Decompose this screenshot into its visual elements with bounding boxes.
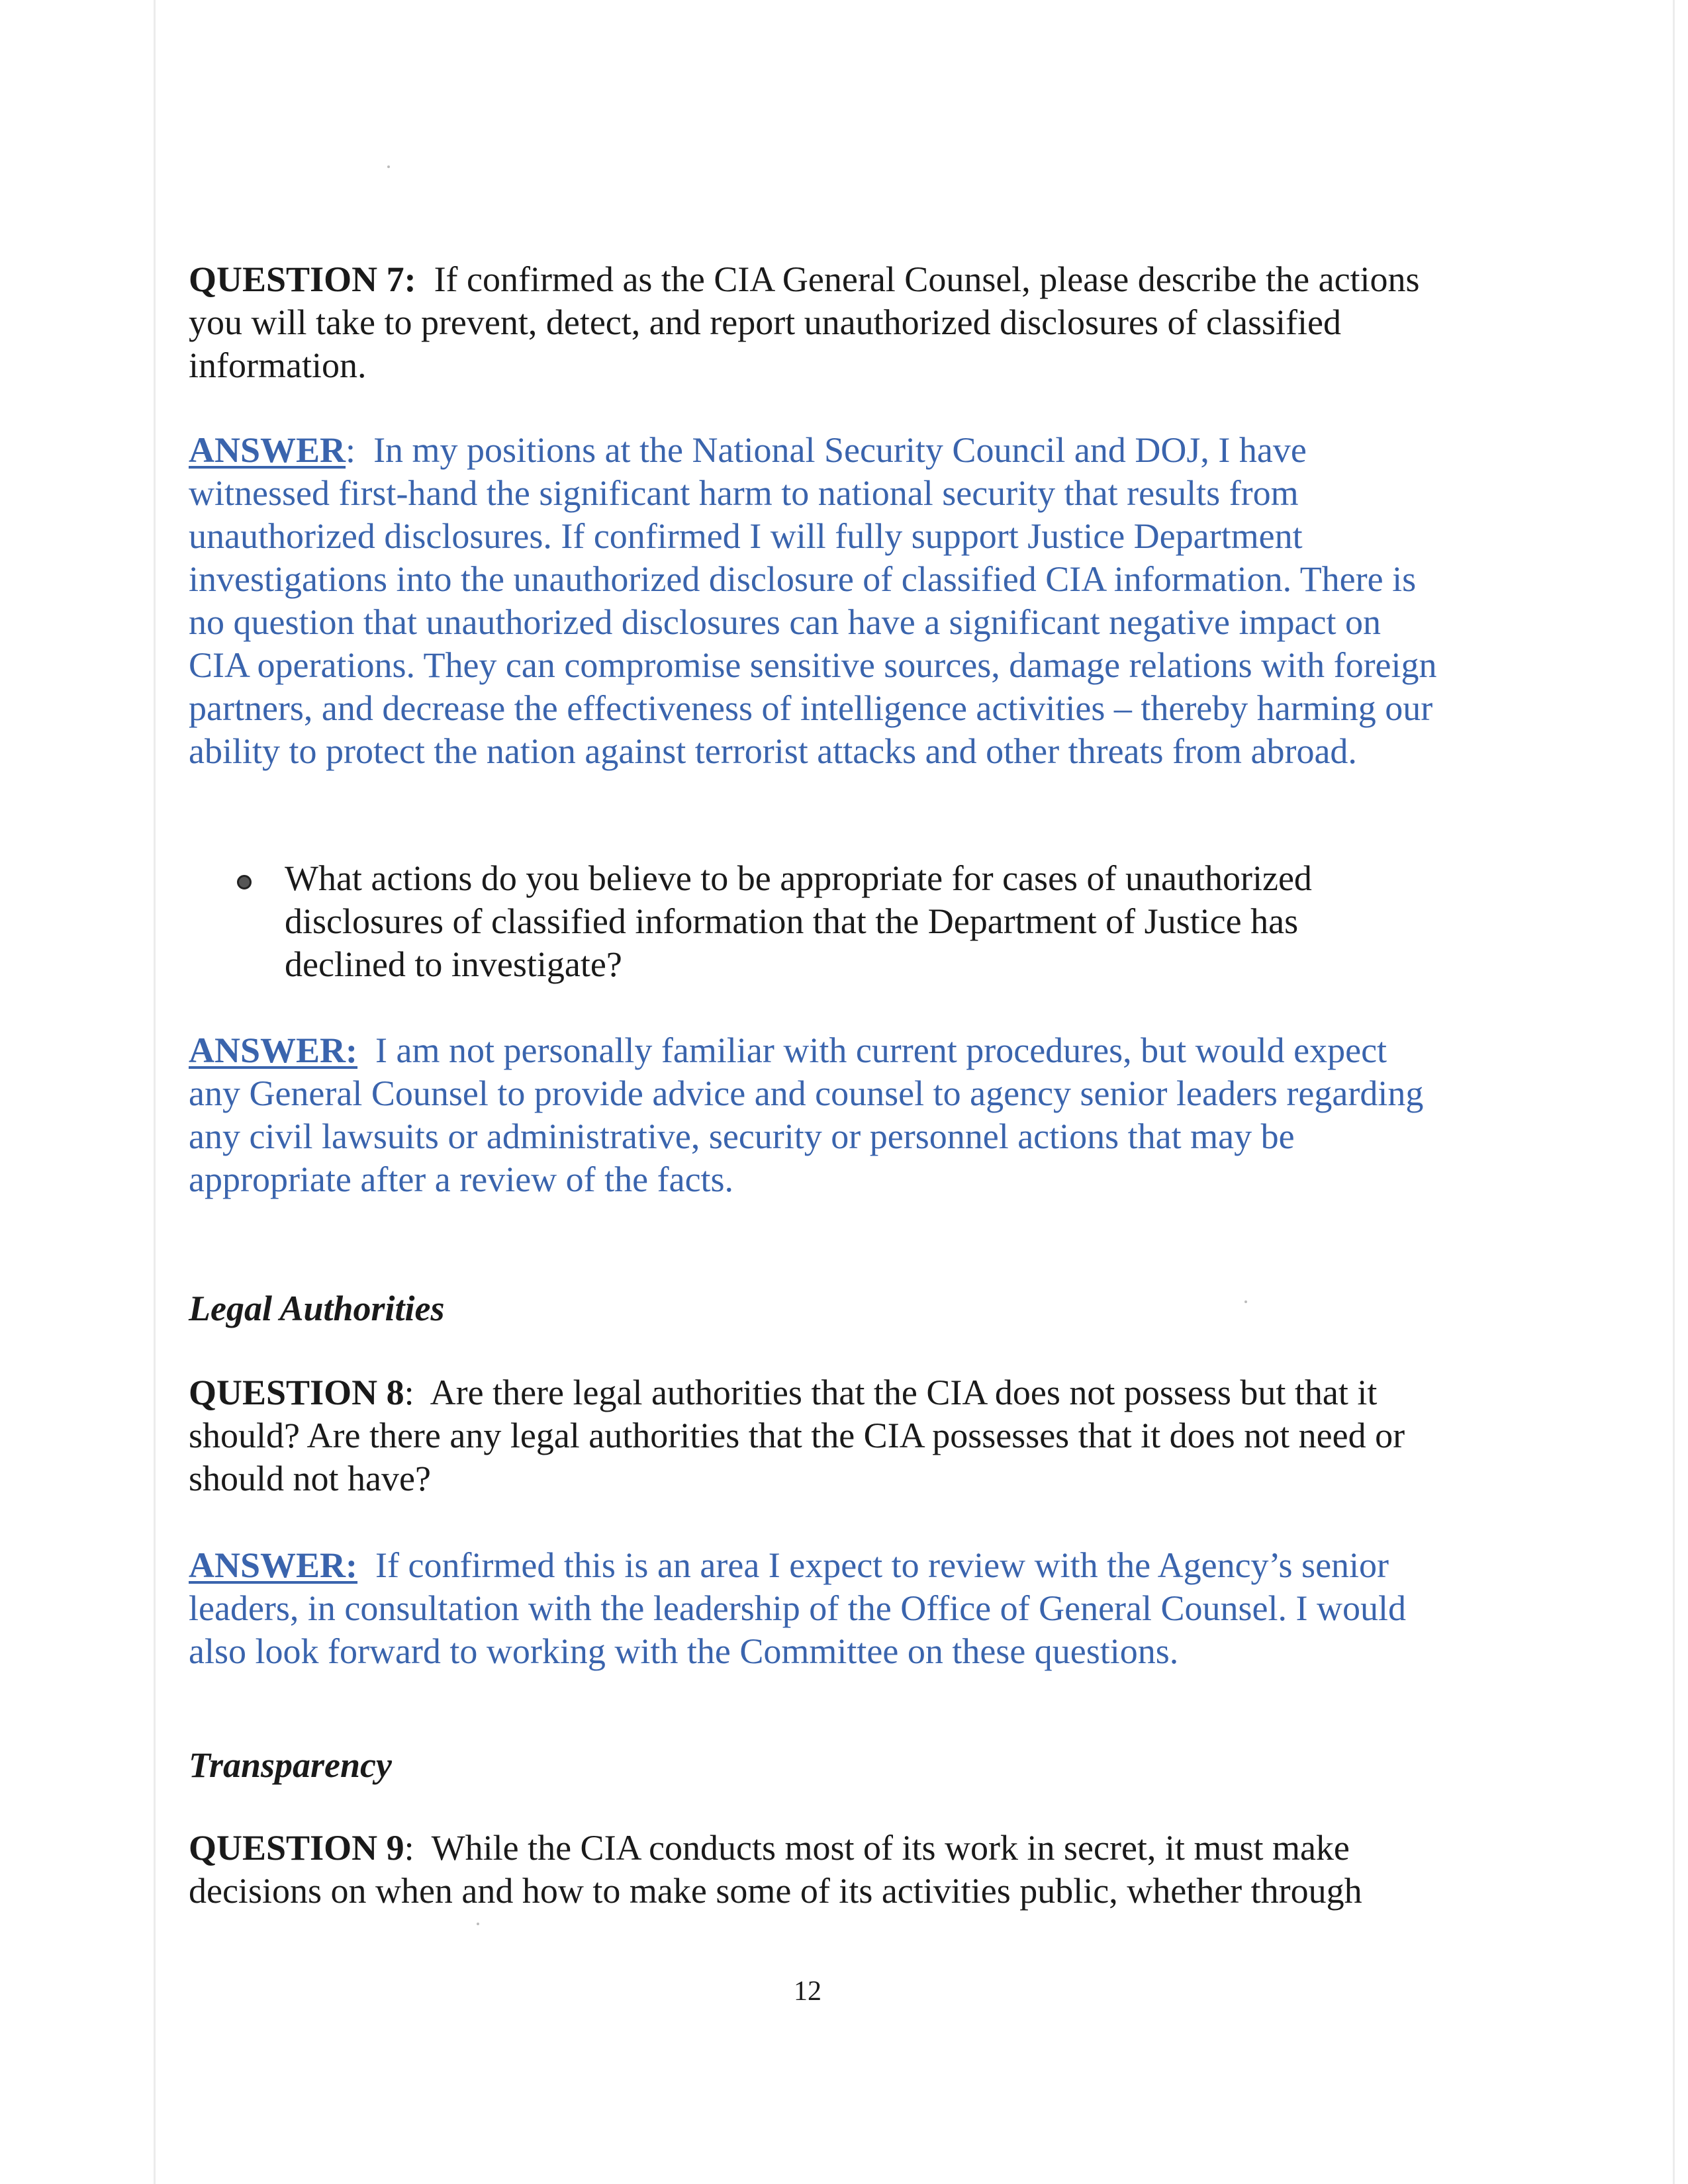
answer-7 (189, 429, 1446, 773)
question-7-subquestion (285, 857, 1410, 986)
page-edge-right (1673, 0, 1675, 2184)
heading-transparency: Transparency (189, 1745, 392, 1785)
question-9-label: QUESTION 9 (189, 1828, 404, 1868)
page-number: 12 (794, 1976, 821, 2007)
answer-8-label: ANSWER: (189, 1545, 358, 1585)
question-9 (189, 1827, 1446, 1913)
question-7-subquestion-text: What actions do you believe to be appropriate for cases of unauthorized disclosures of classified information that the Department of Justice has declined to investigate? (285, 858, 1312, 984)
heading-legal-authorities: Legal Authorities (189, 1289, 445, 1328)
answer-8 (189, 1544, 1446, 1673)
scan-speck (477, 1923, 479, 1925)
bullet-icon (237, 875, 252, 889)
answer-8-text: If confirmed this is an area I expect to review with the Agency’s senior leaders, in consultation with the leadership of the Office of General Counsel. I would also look forward to working with the Committee on these questions. (189, 1545, 1406, 1671)
question-7-label: QUESTION 7: (189, 259, 416, 299)
scan-speck (1244, 1300, 1247, 1303)
question-8 (189, 1371, 1446, 1500)
answer-7-label: ANSWER (189, 430, 346, 470)
question-9-text: While the CIA conducts most of its work in secret, it must make decisions on when and how to make some of its activities public, whether through (189, 1828, 1362, 1911)
answer-7-sub (189, 1029, 1446, 1201)
answer-7-text: In my positions at the National Security Council and DOJ, I have witnessed first-hand the significant harm to national security that results from unauthorized disclosures. If confirmed I will fully support Justice Department investigations into the unauthorized disclosure of classified CIA information. There is no question that unauthorized disclosures can have a significant negative impact on CIA operations. They can compromise sensitive sources, damage relations with foreign partners, and decrease the effectiveness of intelligence activities – thereby harming our ability to protect the nation against terrorist attacks and other threats from abroad. (189, 430, 1437, 771)
question-8-text: Are there legal authorities that the CIA does not possess but that it should? Are there any legal authorities that the CIA possesses that it does not need or should not have? (189, 1373, 1405, 1498)
question-9-sep: : (404, 1828, 414, 1868)
page-edge-left (154, 0, 156, 2184)
answer-7-sep: : (346, 430, 356, 470)
question-8-sep: : (404, 1373, 414, 1412)
answer-7-sub-label: ANSWER: (189, 1030, 358, 1070)
answer-7-sub-text: I am not personally familiar with current procedures, but would expect any General Counsel to provide advice and counsel to agency senior leaders regarding any civil lawsuits or administrative, security or personnel actions that may be appropriate after a review of the facts. (189, 1030, 1424, 1199)
question-8-label: QUESTION 8 (189, 1373, 404, 1412)
question-7 (189, 258, 1446, 387)
question-7-text: If confirmed as the CIA General Counsel, please describe the actions you will take to prevent, detect, and report unauthorized disclosures of classified information. (189, 259, 1420, 385)
scan-speck (387, 165, 390, 168)
